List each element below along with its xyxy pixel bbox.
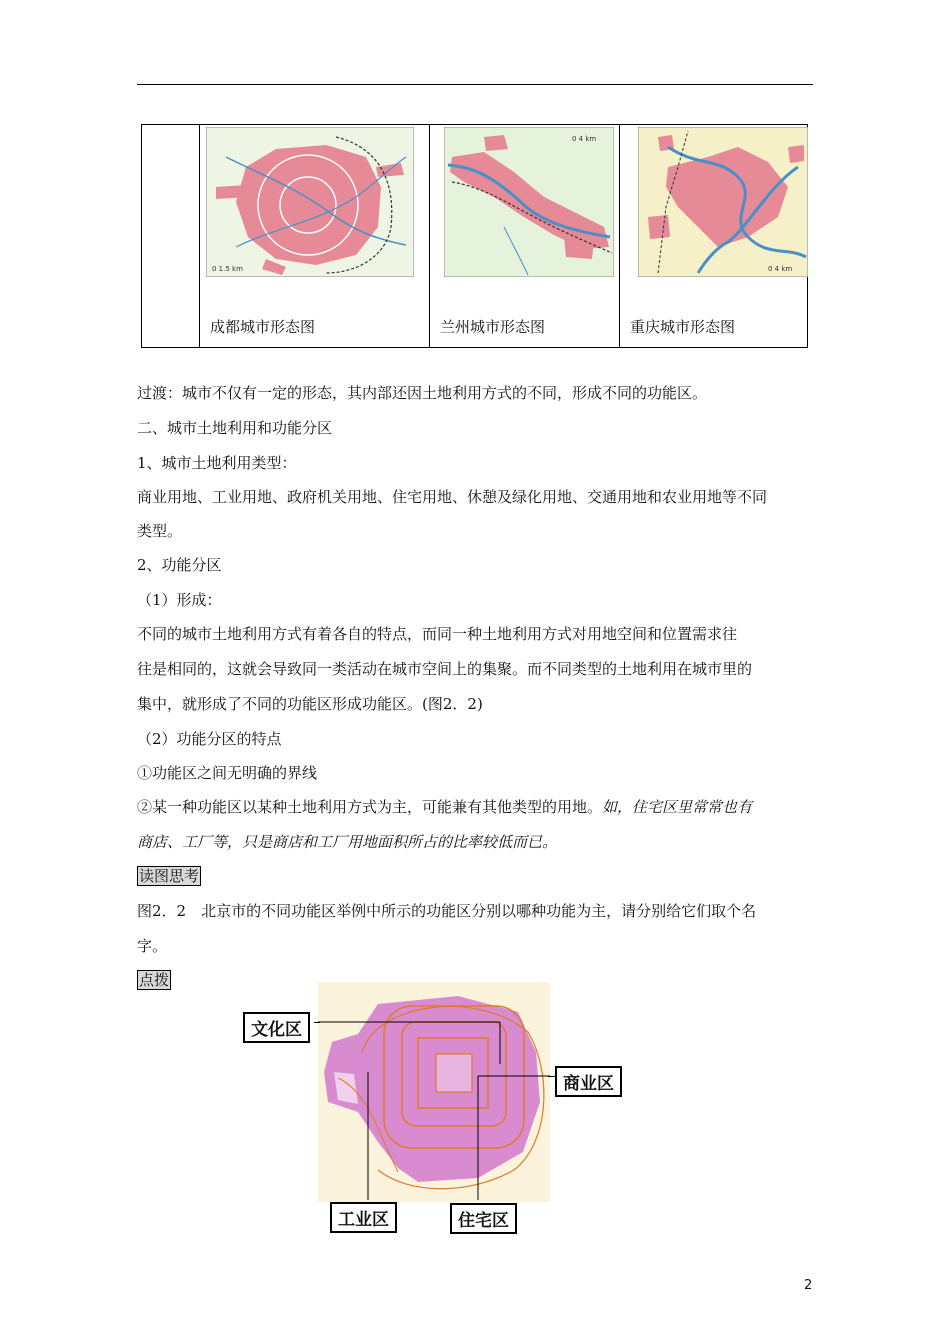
subheading-zoning: 2、功能分区 [137,556,222,574]
formation-line3: 集中，就形成了不同的功能区形成功能区。(图2．2) [137,695,483,713]
chongqing-cell [620,125,808,348]
feature-2-line2: 商店、工厂等，只是商店和工厂用地面积所占的比率较低而已。 [137,833,558,851]
reading-label: 读图思考 [139,867,200,885]
land-use-types-line1: 商业用地、工业用地、政府机关用地、住宅用地、休憩及绿化用地、交通用地和农业用地等不同 [137,488,768,506]
formation-line1: 不同的城市土地利用方式有着各自的特点，而同一种土地利用方式对用地空间和位置需求往 [137,625,738,643]
chongqing-map-image [638,127,808,277]
feature-2-example: 如，住宅区里常常也有 [602,798,753,816]
chengdu-scale: 0 1.5 km [212,265,243,273]
chengdu-cell [200,125,430,348]
header-rule [137,84,813,85]
lanzhou-caption: 兰州城市形态图 [440,318,546,336]
chongqing-scale: 0 4 km [768,265,793,273]
hint-label-line [137,970,171,990]
lanzhou-map-image [444,127,614,277]
chongqing-caption: 重庆城市形态图 [630,318,736,336]
formation-line2: 往是相同的，这就会导致同一类活动在城市空间上的集聚。而不同类型的土地利用在城市里的 [137,660,753,678]
industrial-zone-label: 工业区 [330,1202,397,1233]
lanzhou-scale: 0 4 km [572,135,597,143]
question-line1: 图2．2 北京市的不同功能区举例中所示的功能区分别以哪种功能为主，请分别给它们取个名 [137,902,757,920]
question-line2: 字。 [137,937,168,955]
formation-heading: （1）形成： [137,591,222,609]
culture-zone-label: 文化区 [243,1012,310,1043]
culture-zone-connector [314,1022,320,1023]
page-number: 2 [804,1278,813,1293]
subheading-land-use-types: 1、城市土地利用类型： [137,454,297,472]
feature-2-line1 [137,797,752,817]
section-heading: 二、城市土地利用和功能分区 [137,419,333,437]
residential-zone-label: 住宅区 [450,1203,517,1234]
reading-label-line [137,866,201,886]
feature-2-normal: ②某一种功能区以某种土地利用方式为主，可能兼有其他类型的用地。 [137,798,603,816]
city-maps-table [141,124,808,348]
feature-1: ①功能区之间无明确的界线 [137,764,318,782]
table-empty-cell [142,125,200,348]
chengdu-caption: 成都城市形态图 [210,318,316,336]
features-heading: （2）功能分区的特点 [137,730,282,748]
transition-text: 过渡：城市不仅有一定的形态，其内部还因土地利用方式的不同，形成不同的功能区。 [137,384,708,402]
land-use-types-line2: 类型。 [137,522,183,540]
hint-label: 点拨 [139,971,170,989]
lanzhou-cell [430,125,620,348]
commercial-zone-label: 商业区 [555,1066,622,1097]
beijing-zone-map [318,982,550,1202]
chengdu-map-image [206,127,414,277]
